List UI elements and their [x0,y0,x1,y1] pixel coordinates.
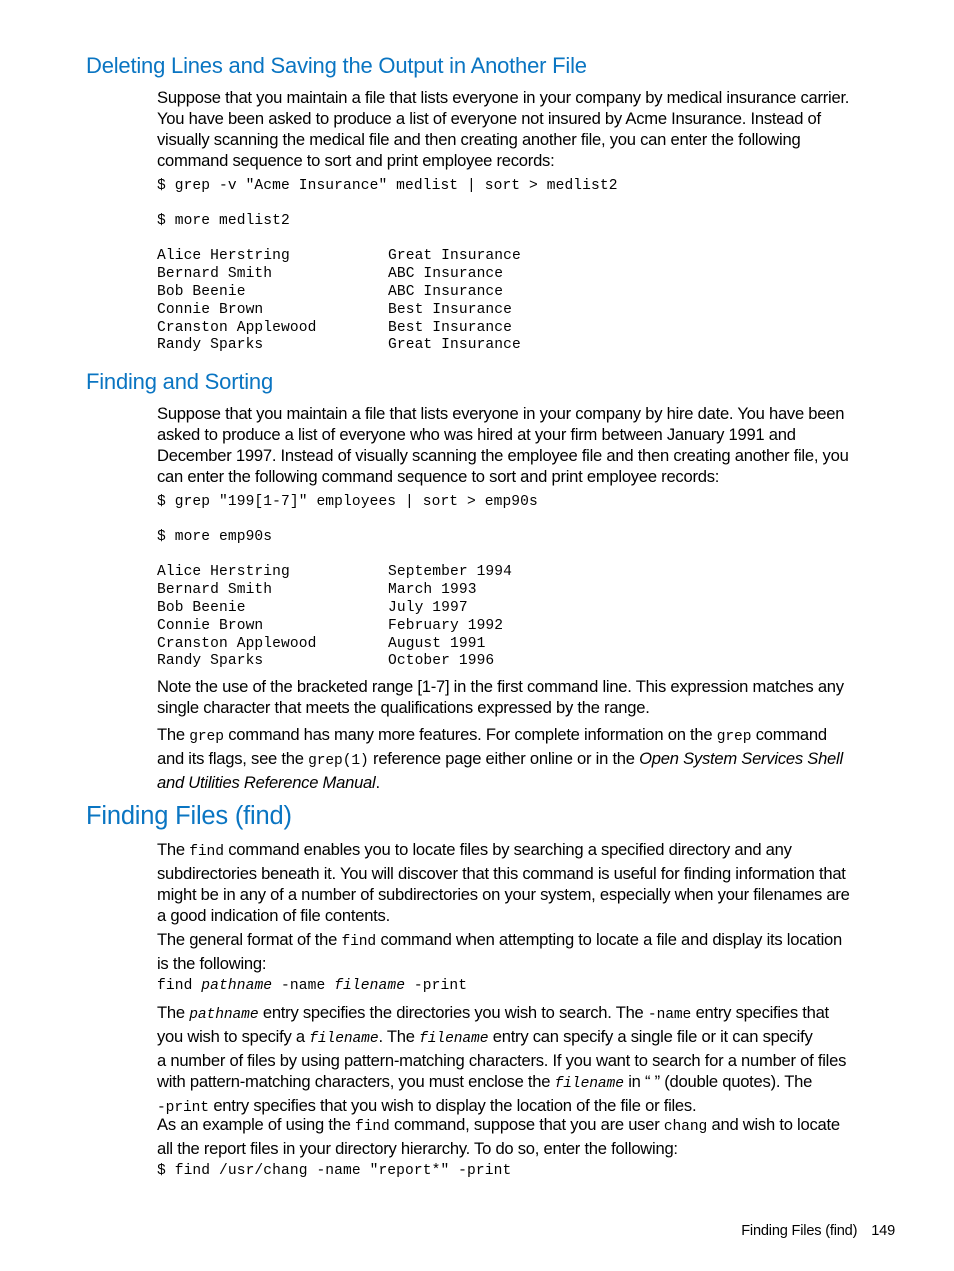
employee-name: Alice Herstring [157,564,290,580]
inline-code-filename: filename [419,1031,489,1048]
insurance-carrier: Best Insurance [388,319,513,336]
text-line [157,929,899,953]
hire-date: October 1996 [388,653,495,670]
text-line: Note the use of the bracketed range [1-7] in the first command line. This expression matches any [157,677,844,696]
hire-date: September 1994 [388,564,513,580]
text-line: might be in any of a number of subdirectories on your system, especially when your filenames are [157,885,850,905]
text-line [157,748,899,772]
text-line: a good indication of file contents. [157,906,390,926]
inline-code-name-option: -name [647,1007,692,1023]
find-example-paragraph [157,1114,899,1159]
text-run: The [157,840,190,859]
employee-name: Connie Brown [157,301,264,318]
text-line: December 1997. Instead of visually scanning the employee file and then creating another file, you [157,446,849,466]
text-run: entry specifies that you wish to display the location of the file or files. [208,1096,697,1116]
text-run: . The [378,1027,420,1047]
employee-name: Randy Sparks [157,337,264,354]
text-run: The [157,725,190,744]
syntax-filename-placeholder: filename [334,978,406,994]
inline-code-find: find [189,844,224,860]
text-line: visually scanning the medical file and then creating another file, you can enter the following [157,130,801,150]
inline-code-filename: filename [309,1031,379,1048]
text-line: Suppose that you maintain a file that lists everyone in your company by medical insurance carrier. [157,88,850,107]
hire-date: March 1993 [388,581,477,598]
text-line: You have been asked to produce a list of everyone not insured by Acme Insurance. Instead of [157,109,821,129]
text-line [157,1026,899,1050]
code-command-more-emp90s: $ more emp90s [157,529,273,545]
bracketed-range-note [157,676,899,718]
text-run: command, suppose that you are user [389,1115,664,1134]
text-line: Suppose that you maintain a file that lists everyone in your company by hire date. You have been [157,404,845,423]
text-run: entry specifies the directories you wish to search. The [258,1003,648,1022]
text-run: command has many more features. For complete information on the [223,725,717,744]
text-line: is the following: [157,954,267,974]
text-line [157,1114,899,1138]
inline-code-grep: grep [716,729,752,745]
syntax-option: -print [405,978,468,994]
text-line [157,839,899,863]
inline-code-find: find [355,1119,390,1135]
inline-code-filename: filename [554,1076,624,1093]
grep-reference-paragraph [157,724,899,793]
find-entries-paragraph [157,1002,899,1119]
section1-intro-paragraph [157,87,899,171]
text-run: . [375,773,380,793]
employee-name: Bernard Smith [157,265,273,282]
text-line [157,724,899,748]
text-run: and wish to locate [707,1115,840,1134]
inline-code-user-chang: chang [663,1119,708,1135]
section-heading-deleting-lines: Deleting Lines and Saving the Output in Another File [86,53,587,78]
employee-name: Cranston Applewood [157,635,317,652]
text-line: command sequence to sort and print employee records: [157,151,555,171]
text-run: command [751,725,827,744]
insurance-carrier: Best Insurance [388,301,513,318]
text-run: The general format of the [157,930,342,949]
inline-code-grep: grep [189,729,224,745]
employee-name: Bob Beenie [157,283,246,300]
section-heading-finding-and-sorting: Finding and Sorting [86,369,273,394]
text-run: entry can specify a single file or it can specify [488,1027,813,1047]
text-run: entry specifies that [691,1003,829,1022]
inline-code-find: find [341,934,377,950]
employee-name: Randy Sparks [157,653,264,670]
manual-title: and Utilities Reference Manual [157,773,376,793]
insurance-carrier: ABC Insurance [388,283,504,300]
employee-name: Bob Beenie [157,599,246,616]
text-line [157,1002,899,1026]
text-run: command when attempting to locate a file and display its location [376,930,842,949]
page-number: 149 [871,1223,895,1239]
text-run: command enables you to locate files by searching a specified directory and any [223,840,792,859]
text-run: and its flags, see the [157,749,309,769]
manual-title: Open System Services Shell [639,749,843,769]
footer-section-title: Finding Files (find) [741,1223,858,1239]
text-line [157,1071,899,1095]
find-syntax [157,978,467,996]
text-line [157,772,899,793]
inline-code-pathname: pathname [189,1007,259,1023]
text-run: The [157,1003,190,1022]
text-run: in “ ” (double quotes). The [623,1072,813,1092]
text-line: all the report files in your directory hierarchy. To do so, enter the following: [157,1139,678,1159]
text-line: a number of files by using pattern-matching characters. If you want to search for a number of files [157,1051,847,1071]
syntax-option: -name [272,978,335,994]
text-run: you wish to specify a [157,1027,310,1047]
find-intro-paragraph [157,839,899,926]
code-command-more-medlist2: $ more medlist2 [157,213,290,229]
section2-intro-paragraph [157,403,899,487]
employee-name: Cranston Applewood [157,319,317,336]
hire-date: August 1991 [388,635,486,652]
hire-date: February 1992 [388,617,504,634]
find-format-paragraph [157,929,899,974]
employee-name: Connie Brown [157,617,264,634]
code-command-find-report: $ find /usr/chang -name "report*" -print [157,1163,512,1179]
insurance-carrier: Great Insurance [388,248,521,264]
employee-name: Alice Herstring [157,248,290,264]
text-line: can enter the following command sequence to sort and print employee records: [157,467,720,487]
syntax-pathname-placeholder: pathname [201,978,273,994]
insurance-carrier: Great Insurance [388,337,521,354]
hire-date: July 1997 [388,599,468,616]
text-run: reference page either online or in the [368,749,640,769]
code-command-grep-acme: $ grep -v "Acme Insurance" medlist | sort > medlist2 [157,178,618,194]
code-command-grep-199: $ grep "199[1-7]" employees | sort > emp90s [157,494,538,510]
text-line: asked to produce a list of everyone who was hired at your firm between January 1991 and [157,425,796,445]
syntax-keyword: find [157,978,202,994]
page-footer [741,1223,895,1239]
insurance-carrier: ABC Insurance [388,265,504,282]
inline-code-grep-1: grep(1) [308,753,369,770]
inline-code-print-option: -print [157,1100,209,1117]
text-line: subdirectories beneath it. You will discover that this command is useful for finding information that [157,864,846,884]
section-heading-finding-files: Finding Files (find) [86,802,292,830]
text-line: single character that meets the qualifications expressed by the range. [157,698,650,718]
text-run: with pattern-matching characters, you must enclose the [157,1072,555,1092]
text-run: As an example of using the [157,1115,356,1134]
employee-name: Bernard Smith [157,581,273,598]
